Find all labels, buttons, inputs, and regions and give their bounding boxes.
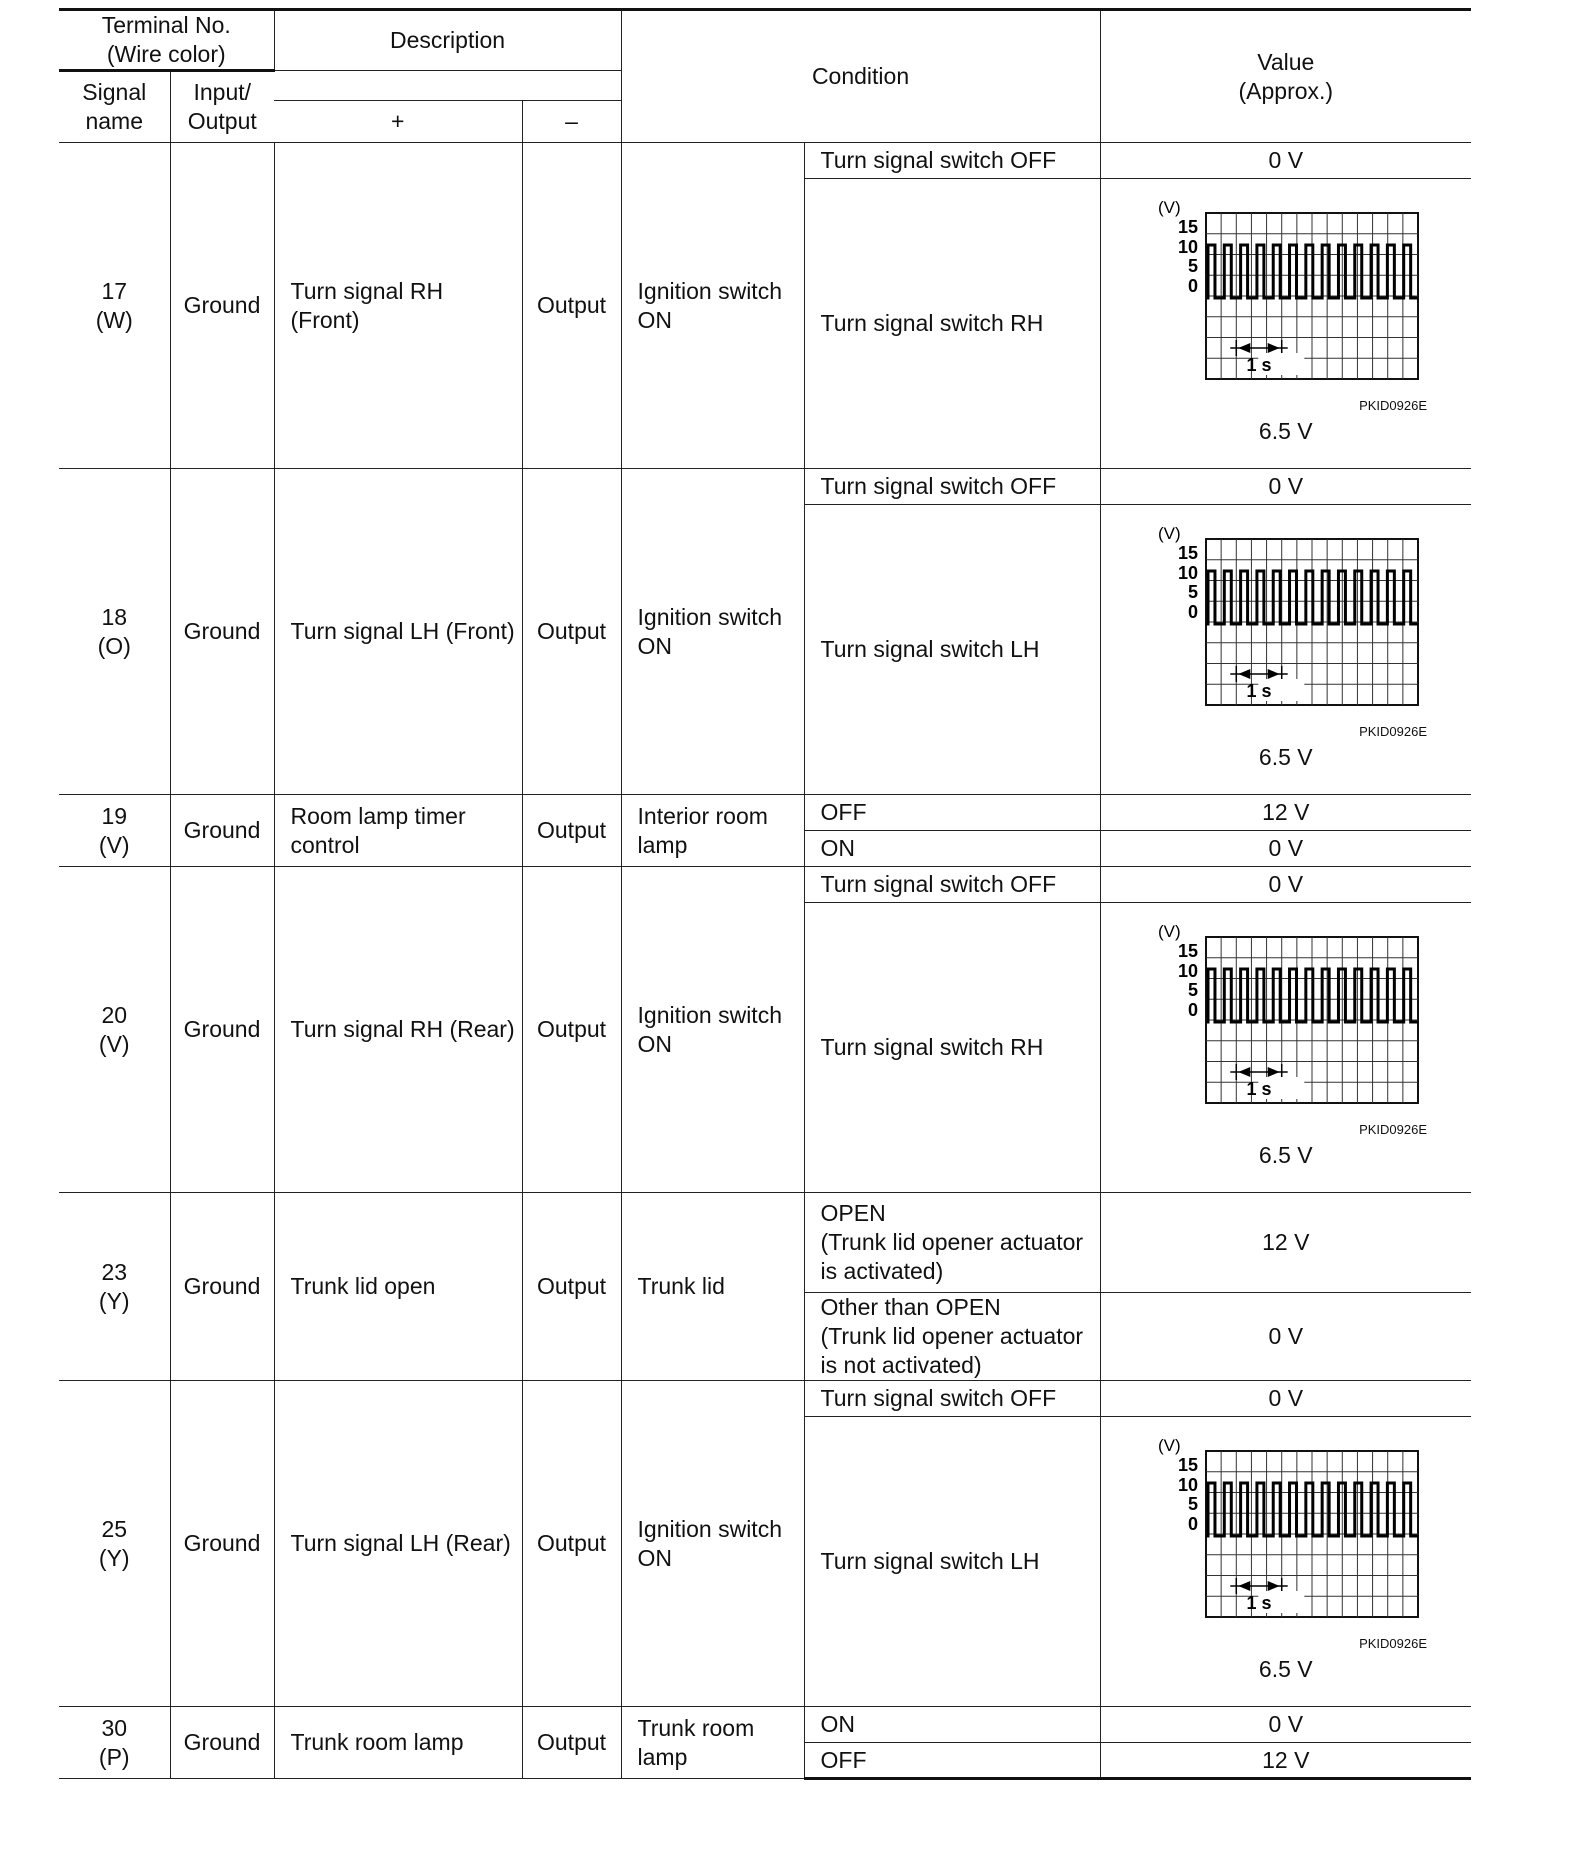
sub-condition-cell — [804, 1193, 1100, 1293]
ground-cell: Ground — [170, 469, 274, 795]
table-row — [59, 1707, 1471, 1743]
tick-label: 10 — [1177, 961, 1198, 981]
sub-condition-cell — [804, 143, 1100, 179]
tick-label: 0 — [1187, 1000, 1198, 1020]
line: Room lamp timer — [290, 802, 466, 829]
signal-name-cell — [274, 867, 522, 1193]
line: (Trunk lid opener actuator — [820, 1323, 1084, 1349]
condition-cell — [621, 469, 804, 795]
ground-cell: Ground — [170, 143, 274, 469]
sub-condition-cell — [804, 1707, 1100, 1743]
line: Other than OPEN — [820, 1294, 1001, 1320]
terminal-cell — [59, 1707, 170, 1779]
condition-cell — [621, 867, 804, 1193]
line: Turn signal switch LH — [820, 1548, 1040, 1574]
line: Turn signal switch RH — [820, 1034, 1044, 1060]
condition-cell — [621, 1193, 804, 1381]
condition-header: Condition — [621, 10, 1100, 143]
terminal-cell — [59, 867, 170, 1193]
terminal-cell — [59, 795, 170, 867]
line: ON — [637, 1544, 673, 1571]
terminal-number: 23 — [101, 1258, 128, 1285]
tick-label: 5 — [1187, 980, 1198, 1000]
terminal-cell — [59, 469, 170, 795]
value-cell — [1100, 469, 1471, 505]
terminal-no-header: Terminal No. (Wire color) — [59, 10, 274, 71]
sub-condition-cell — [804, 469, 1100, 505]
plus-header: + — [274, 101, 522, 143]
terminal-number: 30 — [101, 1714, 128, 1741]
value-text: 12 V — [1262, 1229, 1310, 1255]
value-text: 0 V — [1268, 473, 1304, 499]
minus-header: – — [522, 101, 621, 143]
signal-name-cell — [274, 1707, 522, 1779]
line: (Front) — [290, 306, 360, 333]
value-text: 6.5 V — [1258, 418, 1313, 444]
time-label: 1 s — [1246, 681, 1272, 701]
unit-label: (V) — [1157, 201, 1181, 217]
figure-id: PKID0926E — [1359, 398, 1428, 413]
line: Ignition switch — [637, 277, 782, 304]
line: Turn signal switch OFF — [820, 1385, 1057, 1411]
terminal-cell — [59, 1193, 170, 1381]
value-text: 6.5 V — [1258, 1656, 1313, 1682]
value-cell — [1100, 1293, 1471, 1381]
figure-id: PKID0926E — [1359, 724, 1428, 739]
figure-id: PKID0926E — [1359, 1636, 1428, 1651]
table-row — [59, 469, 1471, 505]
sub-condition-cell — [804, 1743, 1100, 1779]
line: Turn signal switch LH — [820, 636, 1040, 662]
value-cell — [1100, 143, 1471, 179]
value-cell — [1100, 1381, 1471, 1417]
line: ON — [637, 306, 673, 333]
value-text: 0 V — [1268, 871, 1304, 897]
tick-label: 15 — [1177, 543, 1198, 563]
wire-color: (W) — [95, 306, 133, 333]
value-text: 0 V — [1268, 835, 1304, 861]
tick-label: 0 — [1187, 1514, 1198, 1534]
time-label: 1 s — [1246, 1593, 1272, 1613]
io-cell: Output — [522, 1381, 621, 1707]
tick-label: 10 — [1177, 563, 1198, 583]
table-body — [59, 143, 1471, 1779]
signal-name-cell — [274, 143, 522, 469]
unit-label: (V) — [1157, 1439, 1181, 1455]
wire-color: (Y) — [98, 1287, 130, 1314]
line: Trunk room — [637, 1714, 755, 1741]
tick-label: 5 — [1187, 582, 1198, 602]
value-cell — [1100, 795, 1471, 831]
turn-signal-waveform — [1146, 925, 1426, 1123]
io-cell: Output — [522, 469, 621, 795]
table-header — [59, 10, 1471, 143]
table-row — [59, 1381, 1471, 1417]
line: is activated) — [820, 1258, 944, 1284]
ground-cell: Ground — [170, 795, 274, 867]
wire-color: (V) — [98, 831, 130, 858]
value-cell — [1100, 179, 1471, 469]
line: Turn signal switch OFF — [820, 473, 1057, 499]
line: Turn signal LH (Rear) — [290, 1530, 511, 1556]
value-cell — [1100, 505, 1471, 795]
value-header: Value (Approx.) — [1100, 10, 1471, 143]
signal-name-cell — [274, 795, 522, 867]
value-text: 0 V — [1268, 147, 1304, 173]
value-cell — [1100, 903, 1471, 1193]
wire-color: (V) — [98, 1030, 130, 1057]
line: Ignition switch — [637, 1515, 782, 1542]
line: Turn signal LH (Front) — [290, 618, 515, 644]
tick-label: 10 — [1177, 1475, 1198, 1495]
value-cell — [1100, 1707, 1471, 1743]
ground-cell: Ground — [170, 1381, 274, 1707]
condition-cell — [621, 1707, 804, 1779]
line: Trunk room lamp — [290, 1729, 464, 1755]
signal-name-header: Signal name — [59, 71, 170, 143]
sub-condition-cell — [804, 1417, 1100, 1707]
sub-condition-cell — [804, 831, 1100, 867]
tick-label: 5 — [1187, 1494, 1198, 1514]
sub-condition-cell — [804, 505, 1100, 795]
value-text: 6.5 V — [1258, 744, 1313, 770]
input-output-header: Input/ Output — [170, 71, 274, 143]
line: ON — [637, 632, 673, 659]
sub-condition-cell — [804, 1293, 1100, 1381]
line: OPEN — [820, 1200, 886, 1226]
condition-cell — [621, 1381, 804, 1707]
io-cell: Output — [522, 1193, 621, 1381]
tick-label: 0 — [1187, 276, 1198, 296]
wire-color: (P) — [98, 1743, 130, 1770]
ground-cell: Ground — [170, 1707, 274, 1779]
line: ON — [820, 835, 856, 861]
tick-label: 5 — [1187, 256, 1198, 276]
line: control — [290, 831, 360, 858]
condition-cell — [621, 795, 804, 867]
line: OFF — [820, 799, 867, 825]
turn-signal-waveform — [1146, 527, 1426, 725]
line: OFF — [820, 1746, 867, 1773]
line: is not activated) — [820, 1352, 982, 1378]
table-row — [59, 795, 1471, 831]
tick-label: 10 — [1177, 237, 1198, 257]
tick-label: 15 — [1177, 941, 1198, 961]
signal-name-cell — [274, 1381, 522, 1707]
line: Interior room — [637, 802, 768, 829]
tick-label: 15 — [1177, 217, 1198, 237]
terminal-number: 25 — [101, 1515, 128, 1542]
line: Ignition switch — [637, 1001, 782, 1028]
turn-signal-waveform — [1146, 201, 1426, 399]
figure-id: PKID0926E — [1359, 1122, 1428, 1137]
terminal-cell — [59, 143, 170, 469]
line: lamp — [637, 831, 688, 858]
sub-condition-cell — [804, 1381, 1100, 1417]
line: Turn signal switch RH — [820, 310, 1044, 336]
line: Turn signal RH — [290, 277, 444, 304]
sub-condition-cell — [804, 867, 1100, 903]
table-row — [59, 143, 1471, 179]
unit-label: (V) — [1157, 527, 1181, 543]
tick-label: 0 — [1187, 602, 1198, 622]
unit-label: (V) — [1157, 925, 1181, 941]
tick-label: 15 — [1177, 1455, 1198, 1475]
line: ON — [820, 1711, 856, 1737]
value-cell — [1100, 831, 1471, 867]
io-cell: Output — [522, 143, 621, 469]
value-text: 6.5 V — [1258, 1142, 1313, 1168]
table-row — [59, 1193, 1471, 1293]
terminal-value-table — [59, 8, 1471, 1780]
wire-color: (O) — [97, 632, 131, 659]
io-cell: Output — [522, 795, 621, 867]
value-cell — [1100, 867, 1471, 903]
value-text: 12 V — [1262, 1746, 1310, 1773]
value-cell — [1100, 1743, 1471, 1779]
signal-name-cell — [274, 1193, 522, 1381]
time-label: 1 s — [1246, 1079, 1272, 1099]
value-cell — [1100, 1417, 1471, 1707]
time-label: 1 s — [1246, 355, 1272, 375]
line: Trunk lid — [637, 1273, 725, 1299]
io-cell: Output — [522, 1707, 621, 1779]
terminal-number: 19 — [101, 802, 128, 829]
line: (Trunk lid opener actuator — [820, 1229, 1084, 1255]
line: Trunk lid open — [290, 1273, 436, 1299]
sub-condition-cell — [804, 795, 1100, 831]
sub-condition-cell — [804, 179, 1100, 469]
terminal-number: 18 — [101, 603, 128, 630]
line: Turn signal switch OFF — [820, 147, 1057, 173]
terminal-cell — [59, 1381, 170, 1707]
io-cell: Output — [522, 867, 621, 1193]
wire-color: (Y) — [98, 1544, 130, 1571]
value-cell — [1100, 1193, 1471, 1293]
line: Turn signal switch OFF — [820, 871, 1057, 897]
turn-signal-waveform — [1146, 1439, 1426, 1637]
value-text: 0 V — [1268, 1385, 1304, 1411]
terminal-number: 17 — [101, 277, 128, 304]
condition-cell — [621, 143, 804, 469]
line: lamp — [637, 1743, 688, 1770]
ground-cell: Ground — [170, 867, 274, 1193]
terminal-number: 20 — [101, 1001, 128, 1028]
value-text: 0 V — [1268, 1323, 1304, 1349]
value-text: 0 V — [1268, 1711, 1304, 1737]
ground-cell: Ground — [170, 1193, 274, 1381]
sub-condition-cell — [804, 903, 1100, 1193]
description-header: Description — [274, 10, 621, 71]
table-row — [59, 867, 1471, 903]
line: ON — [637, 1030, 673, 1057]
value-text: 12 V — [1262, 799, 1310, 825]
line: Ignition switch — [637, 603, 782, 630]
line: Turn signal RH (Rear) — [290, 1016, 515, 1042]
signal-name-cell — [274, 469, 522, 795]
